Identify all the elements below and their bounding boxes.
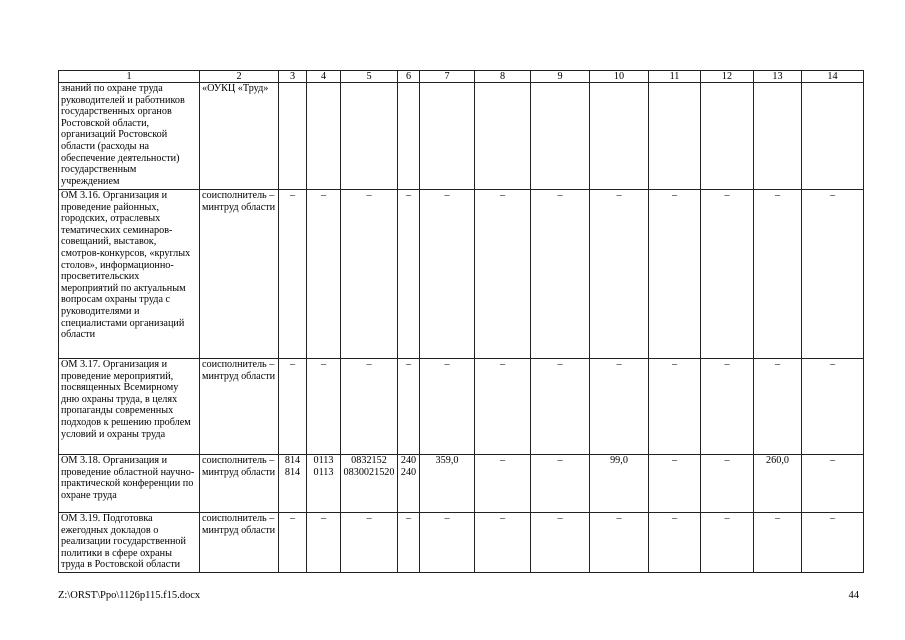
footer-file-path: Z:\ORST\Ppo\1126p115.f15.docx [58,590,201,601]
value-cell-col-13: – [754,359,802,455]
value-cell-col-11: – [649,455,701,513]
value-cell-col-13: 260,0 [754,455,802,513]
value-cell-col-4: 0113 0113 [307,455,341,513]
column-header-12: 12 [701,71,754,83]
value-cell-col-9 [531,83,590,190]
value-cell-col-6: – [398,190,420,359]
table-row [59,513,864,573]
value-cell-col-14: – [802,190,864,359]
value-cell-col-7: – [420,190,475,359]
value-cell-col-4: – [307,513,341,573]
value-cell-col-8: – [475,190,531,359]
value-cell-col-5: 0832152 0830021520 [341,455,398,513]
value-cell-col-13: – [754,190,802,359]
column-header-7: 7 [420,71,475,83]
footer-page-number: 44 [848,590,859,601]
value-cell-col-6 [398,83,420,190]
value-cell-col-11: – [649,513,701,573]
value-cell-col-13: – [754,513,802,573]
value-cell-col-9: – [531,455,590,513]
value-cell-col-11 [649,83,701,190]
value-cell-col-7: – [420,513,475,573]
value-cell-col-7 [420,83,475,190]
value-cell-col-9: – [531,513,590,573]
column-header-5: 5 [341,71,398,83]
value-cell-col-6: 240 240 [398,455,420,513]
value-cell-col-3: – [279,359,307,455]
value-cell-col-11: – [649,359,701,455]
executor-cell: соисполнитель – минтруд области [200,359,279,455]
budget-table [58,70,864,573]
value-cell-col-12: – [701,513,754,573]
measure-name-cell: ОМ 3.18. Организация и проведение областной научно-практической конференции по охране труда [59,455,200,513]
column-header-11: 11 [649,71,701,83]
measure-name-cell: ОМ 3.17. Организация и проведение мероприятий, посвященных Всемирному дню охраны труда, в целях пропаганды современных подходов к решению проблем условий и охраны труда [59,359,200,455]
value-cell-col-12: – [701,455,754,513]
value-cell-col-5 [341,83,398,190]
measure-name-cell: ОМ 3.19. Подготовка ежегодных докладов о реализации государственной политики в сфере охраны труда в Ростовской области [59,513,200,573]
value-cell-col-12: – [701,190,754,359]
executor-cell: соисполнитель – минтруд области [200,190,279,359]
value-cell-col-3 [279,83,307,190]
column-header-14: 14 [802,71,864,83]
value-cell-col-5: – [341,190,398,359]
value-cell-col-13 [754,83,802,190]
value-cell-col-5: – [341,513,398,573]
column-header-2: 2 [200,71,279,83]
measure-name-cell: знаний по охране труда руководителей и работников государственных органов Ростовской области, организаций Ростовской области (расходы на обеспечение деятельности) государственным учреждением [59,83,200,190]
value-cell-col-8: – [475,455,531,513]
value-cell-col-10: – [590,190,649,359]
value-cell-col-14: – [802,359,864,455]
value-cell-col-11: – [649,190,701,359]
value-cell-col-10: 99,0 [590,455,649,513]
value-cell-col-7: 359,0 [420,455,475,513]
value-cell-col-3: – [279,513,307,573]
value-cell-col-10: – [590,513,649,573]
column-header-1: 1 [59,71,200,83]
measure-name-cell: ОМ 3.16. Организация и проведение районных, городских, отраслевых тематических семинаров-совещаний, выставок, смотров-конкурсов, «круглых столов», информационно-просветительских мероприятий по актуальным вопросам охраны труда с руководителями и специалистами организаций области [59,190,200,359]
header-row [59,71,864,83]
table-body [59,83,864,573]
value-cell-col-10: – [590,359,649,455]
value-cell-col-14: – [802,455,864,513]
column-header-4: 4 [307,71,341,83]
column-header-10: 10 [590,71,649,83]
value-cell-col-4: – [307,359,341,455]
column-header-13: 13 [754,71,802,83]
value-cell-col-14: – [802,513,864,573]
value-cell-col-3: – [279,190,307,359]
value-cell-col-8 [475,83,531,190]
value-cell-col-8: – [475,359,531,455]
value-cell-col-6: – [398,513,420,573]
table-row [59,83,864,190]
table-row [59,190,864,359]
value-cell-col-4: – [307,190,341,359]
column-header-6: 6 [398,71,420,83]
table-row [59,359,864,455]
value-cell-col-7: – [420,359,475,455]
value-cell-col-9: – [531,359,590,455]
value-cell-col-12 [701,83,754,190]
column-header-3: 3 [279,71,307,83]
value-cell-col-4 [307,83,341,190]
value-cell-col-3: 814 814 [279,455,307,513]
value-cell-col-5: – [341,359,398,455]
value-cell-col-12: – [701,359,754,455]
column-header-9: 9 [531,71,590,83]
value-cell-col-14 [802,83,864,190]
value-cell-col-10 [590,83,649,190]
table-row [59,455,864,513]
value-cell-col-6: – [398,359,420,455]
value-cell-col-8: – [475,513,531,573]
executor-cell: соисполнитель – минтруд области [200,455,279,513]
executor-cell: «ОУКЦ «Труд» [200,83,279,190]
value-cell-col-9: – [531,190,590,359]
executor-cell: соисполнитель – минтруд области [200,513,279,573]
column-header-8: 8 [475,71,531,83]
